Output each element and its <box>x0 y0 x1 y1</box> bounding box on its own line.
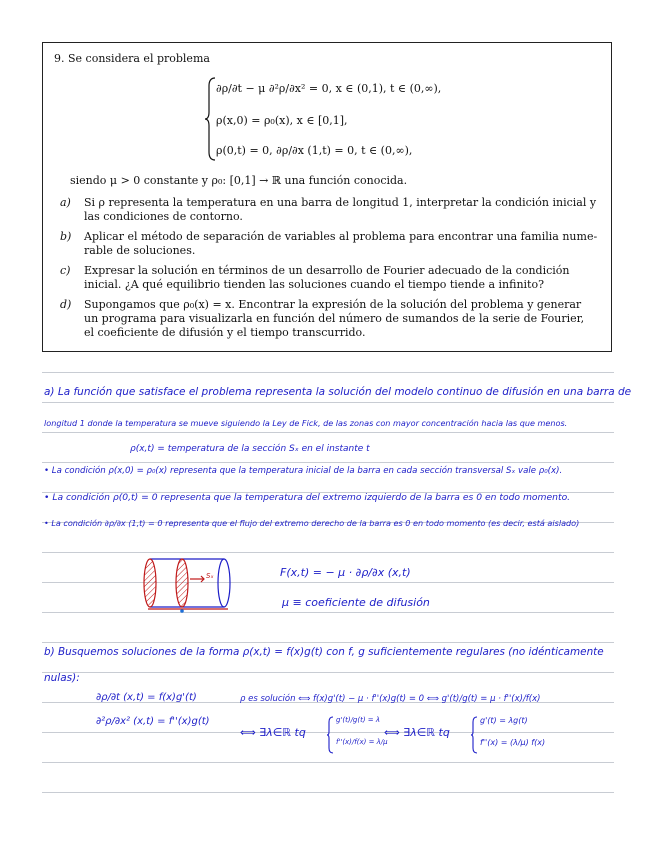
note-bullet-left-boundary: • La condición ρ(0,t) = 0 representa que la temperatura del extremo izquierdo de la barra es 0 en todo momento. <box>44 492 571 503</box>
system1-space: f''(x)/f(x) = λ/μ <box>336 738 388 746</box>
question-c <box>60 264 599 292</box>
question-label: d) <box>60 298 72 311</box>
right-end-section <box>218 559 230 607</box>
ruled-line <box>42 462 614 463</box>
brace-system-2 <box>470 716 478 754</box>
ruled-line <box>42 792 614 793</box>
note-b-line1: b) Busquemos soluciones de la forma ρ(x,t) = f(x)g(t) con f, g suficientemente regulares (no idénticamente <box>44 646 604 658</box>
question-line: Aplicar el método de separación de variables al problema para encontrar una familia nume- <box>84 230 598 243</box>
initial-condition: ρ(x,0) = ρ₀(x), x ∈ [0,1], <box>216 114 348 127</box>
question-line: Si ρ representa la temperatura en una barra de longitud 1, interpretar la condición inicial y <box>84 196 597 209</box>
cross-section-sx <box>176 559 188 607</box>
problem-conditions: siendo μ > 0 constante y ρ₀: [0,1] → ℝ una función conocida. <box>70 174 408 187</box>
note-time-derivative: ∂ρ/∂t (x,t) = f(x)g'(t) <box>96 692 197 703</box>
problem-intro: 9. Se considera el problema <box>54 52 210 65</box>
note-space-derivative: ∂²ρ/∂x² (x,t) = f''(x)g(t) <box>96 716 210 727</box>
system2-time: g'(t) = λg(t) <box>480 716 528 725</box>
question-label: b) <box>60 230 72 243</box>
note-bullet-right-boundary: • La condición ∂ρ/∂x (1,t) = 0 representa que el flujo del extremo derecho de la barra es 0 en todo momento (es decir, está aislado) <box>44 518 580 528</box>
note-bullet-initial: • La condición ρ(x,0) = ρ₀(x) representa que la temperatura inicial de la barra en cada sección transversal Sₓ vale ρ₀(x). <box>44 466 563 476</box>
question-line: Expresar la solución en términos de un desarrollo de Fourier adecuado de la condición <box>84 264 570 277</box>
diagram-sx-label: Sₓ <box>206 572 214 580</box>
question-line: un programa para visualizarla en función del número de sumandos de la serie de Fourier, <box>84 312 585 325</box>
system2-space: f''(x) = (λ/μ) f(x) <box>480 738 546 747</box>
question-b <box>60 230 599 258</box>
question-line: las condiciones de contorno. <box>84 210 243 223</box>
ruled-line <box>42 642 614 643</box>
note-a-line2: longitud 1 donde la temperatura se mueve siguiendo la Ley de Fick, de las zonas con mayor concentración hacia las que menos. <box>44 418 568 428</box>
section-marker <box>180 609 184 613</box>
note-exists-lambda-2: ⟺ ∃λ∈ℝ tq <box>384 726 450 739</box>
question-label: a) <box>60 196 71 209</box>
ruled-line <box>42 672 614 673</box>
bar-diagram <box>138 553 238 615</box>
question-line: el coeficiente de difusión y el tiempo transcurrido. <box>84 326 366 339</box>
ruled-line <box>42 582 614 583</box>
question-label: c) <box>60 264 71 277</box>
question-line: inicial. ¿A qué equilibrio tienden las soluciones cuando el tiempo tiende a infinito? <box>84 278 544 291</box>
ruled-line <box>42 612 614 613</box>
note-mu-definition: μ ≡ coeficiente de difusión <box>282 596 430 609</box>
question-line: rable de soluciones. <box>84 244 196 257</box>
note-b-line2: nulas): <box>44 672 80 684</box>
note-solution-equivalence: ρ es solución ⟺ f(x)g'(t) − μ · f''(x)g(t) = 0 ⟺ g'(t)/g(t) = μ · f''(x)/f(x) <box>240 694 541 704</box>
note-flux-equation: F(x,t) = − μ · ∂ρ/∂x (x,t) <box>280 566 411 579</box>
ruled-line <box>42 762 614 763</box>
note-a-line1: a) La función que satisface el problema representa la solución del modelo continuo de difusión en una barra de <box>44 386 632 398</box>
question-a <box>60 196 599 224</box>
left-end-section <box>144 559 156 607</box>
boundary-conditions: ρ(0,t) = 0, ∂ρ/∂x (1,t) = 0, t ∈ (0,∞), <box>216 144 413 157</box>
question-line: Supongamos que ρ₀(x) = x. Encontrar la expresión de la solución del problema y generar <box>84 298 582 311</box>
ruled-line <box>42 552 614 553</box>
note-rho-definition: ρ(x,t) = temperatura de la sección Sₓ en el instante t <box>130 444 370 454</box>
brace-system-1 <box>326 716 334 754</box>
ruled-line <box>42 402 614 403</box>
ruled-line <box>42 372 614 373</box>
question-d <box>60 298 599 340</box>
note-exists-lambda-1: ⟺ ∃λ∈ℝ tq <box>240 726 306 739</box>
system1-time: g'(t)/g(t) = λ <box>336 716 381 724</box>
ruled-line <box>42 432 614 433</box>
pde-equation: ∂ρ/∂t − μ ∂²ρ/∂x² = 0, x ∈ (0,1), t ∈ (0,∞), <box>216 82 442 95</box>
